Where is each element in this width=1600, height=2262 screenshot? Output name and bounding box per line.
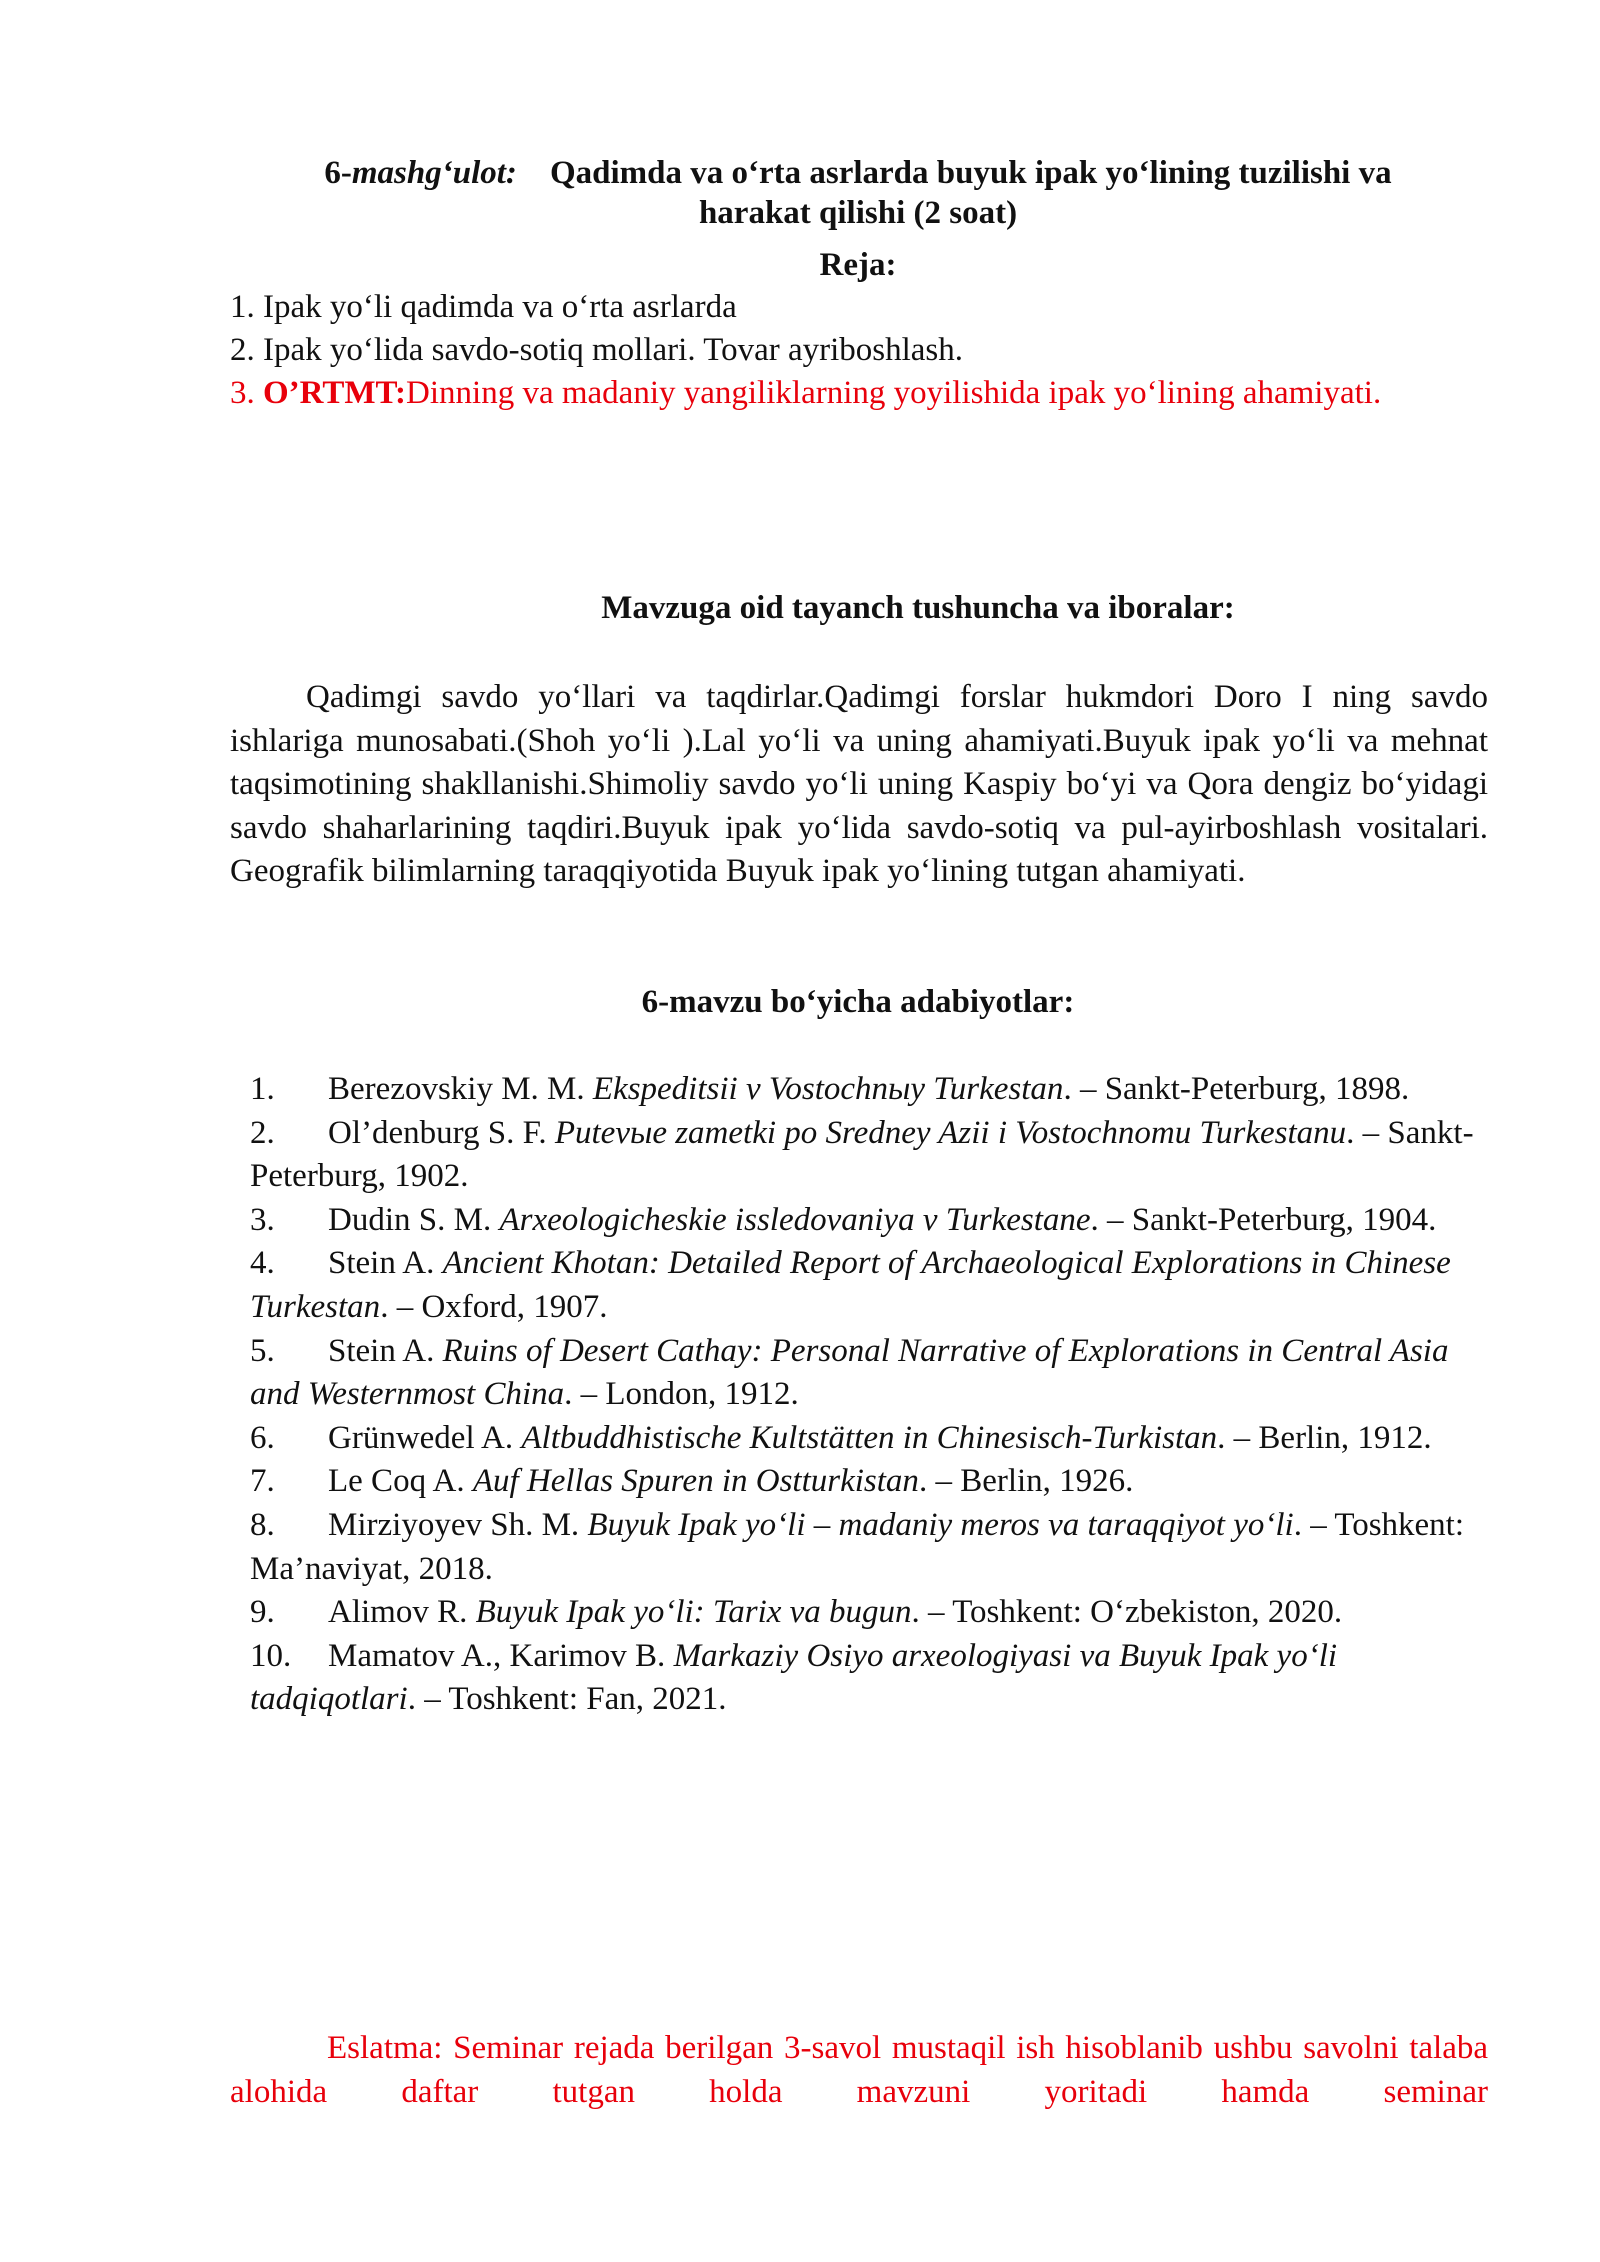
literature-item-title: Auf Hellas Spuren in Ostturkistan (472, 1463, 919, 1500)
literature-item-tail: . – Berlin, 1926. (918, 1463, 1134, 1500)
plan-item-1: 1. Ipak yo‘li qadimda va o‘rta asrlarda (230, 289, 737, 325)
literature-item-author: Alimov R. (328, 1594, 476, 1631)
lesson-word: mashg‘ulot: (351, 155, 517, 191)
literature-item-tail: . – London, 1912. (564, 1376, 799, 1413)
literature-item-number: 3. (250, 1201, 275, 1238)
literature-item-tail: . – Toshkent: O‘zbekiston, 2020. (911, 1594, 1343, 1631)
literature-item-tail: . – Berlin, 1912. (1217, 1419, 1432, 1456)
lesson-title (228, 153, 1488, 233)
plan-item-3-text: Dinning va madaniy yangiliklarning yoyilishida ipak yo‘lining ahamiyati. (406, 375, 1382, 411)
literature-item-number: 9. (250, 1594, 275, 1631)
plan-list (230, 286, 1488, 415)
literature-item-title: Putevыe zametki po Sredney Azii i Vostochnomu Turkestanu (554, 1114, 1347, 1151)
literature-item-title: Altbuddhistische Kultstätten in Chinesisch-Turkistan (521, 1419, 1218, 1456)
note-paragraph: Eslatma: Seminar rejada berilgan 3-savol mustaqil ish hisoblanib ushbu savolni talaba alohida daftar tutgan holda mavzuni yoritadi hamda seminar (230, 2030, 1488, 2110)
literature-item-number: 1. (250, 1071, 275, 1107)
literature-item (250, 1417, 1490, 1461)
literature-item-title: Ekspeditsii v Vostochnыy Turkestan (592, 1071, 1064, 1107)
literature-item-author: Mirziyoyev Sh. M. (328, 1506, 588, 1543)
literature-item (250, 1591, 1490, 1635)
title-line1: Qadimda va o‘rta asrlarda buyuk ipak yo‘lining tuzilishi va (549, 155, 1392, 191)
literature-item-number: 10. (250, 1637, 292, 1674)
title-line2: harakat qilishi (2 soat) (698, 195, 1018, 231)
literature-item-author: Dudin S. M. (328, 1201, 500, 1238)
literature-item-number: 5. (250, 1332, 275, 1369)
plan-item-2: 2. Ipak yo‘lida savdo-sotiq mollari. Tovar ayriboshlash. (230, 332, 964, 368)
literature-item-tail: . – Sankt-Peterburg, 1904. (1090, 1201, 1437, 1238)
literature-item-author: Ol’denburg S. F. (328, 1114, 555, 1151)
plan-heading: Reja: (819, 247, 897, 283)
literature-item-author: Grünwedel A. (328, 1419, 522, 1456)
literature-list (250, 1068, 1490, 1722)
plan-item-3-bold: O’RTMT: (263, 375, 407, 411)
literature-item-title: Ancient Khotan: Detailed Report of Archaeological Explorations in Chinese Turkestan (250, 1245, 1451, 1325)
literature-item-number: 6. (250, 1419, 275, 1456)
literature-item-title: Arxeologicheskie issledovaniya v Turkestane (499, 1201, 1091, 1238)
literature-item-author: Stein A. (328, 1245, 443, 1282)
concepts-paragraph: Qadimgi savdo yo‘llari va taqdirlar.Qadimgi forslar hukmdori Doro I ning savdo ishlariga munosabati.(Shoh yo‘li ).Lal yo‘li va uning ahamiyati.Buyuk ipak yo‘li va mehnat taqsimotining shakllanishi.Shimoliy savdo yo‘li uning Kaspiy bo‘yi va Qora dengiz bo‘yidagi savdo shaharlarining taqdiri.Buyuk ipak yo‘lida savdo-sotiq va pul-ayirboshlash vositalari. Geografik bilimlarning taraqqiyotida Buyuk ipak yo‘lining tutgan ahamiyati. (230, 679, 1488, 890)
literature-item (250, 1460, 1490, 1504)
literature-item (250, 1068, 1490, 1112)
literature-item-tail: . – Sankt-Peterburg, 1898. (1063, 1071, 1410, 1107)
literature-item-tail: . – Sankt-Peterburg, 1902. (250, 1114, 1474, 1195)
literature-item-title: Ruins of Desert Cathay: Personal Narrative of Explorations in Central Asia and Westernmost China (250, 1332, 1449, 1413)
concepts-heading: Mavzuga oid tayanch tushuncha va iboralar: (601, 590, 1235, 626)
literature-item-number: 7. (250, 1463, 275, 1500)
literature-item (250, 1112, 1490, 1199)
literature-item-title: Markaziy Osiyo arxeologiyasi va Buyuk Ipak yo‘li tadqiqotlari (250, 1637, 1338, 1718)
literature-item-tail: . – Oxford, 1907. (380, 1288, 608, 1325)
literature-heading: 6-mavzu bo‘yicha adabiyotlar: (641, 984, 1075, 1020)
lesson-label (324, 155, 517, 191)
literature-item-tail: . – Toshkent: Fan, 2021. (407, 1681, 727, 1718)
literature-item-title: Buyuk Ipak yo‘li – madaniy meros va taraqqiyot yo‘li (587, 1506, 1294, 1543)
literature-item-tail: . – Toshkent: Ma’naviyat, 2018. (250, 1506, 1465, 1587)
literature-item (250, 1635, 1490, 1722)
literature-item-author: Stein A. (328, 1332, 443, 1369)
literature-item (250, 1199, 1490, 1243)
literature-item-number: 8. (250, 1506, 275, 1543)
plan-item-3-prefix: 3. (230, 375, 263, 411)
literature-item-author: Le Coq A. (328, 1463, 473, 1500)
literature-item-author: Berezovskiy M. M. (328, 1071, 593, 1107)
literature-item (250, 1242, 1490, 1329)
literature-item-author: Mamatov A., Karimov B. (328, 1637, 674, 1674)
literature-item-number: 4. (250, 1245, 275, 1282)
literature-item (250, 1504, 1490, 1591)
literature-item-title: Buyuk Ipak yo‘li: Tarix va bugun (475, 1594, 912, 1631)
lesson-number: 6- (324, 155, 352, 191)
literature-item (250, 1330, 1490, 1417)
plan-item-3 (230, 372, 1488, 415)
literature-item-number: 2. (250, 1114, 275, 1151)
